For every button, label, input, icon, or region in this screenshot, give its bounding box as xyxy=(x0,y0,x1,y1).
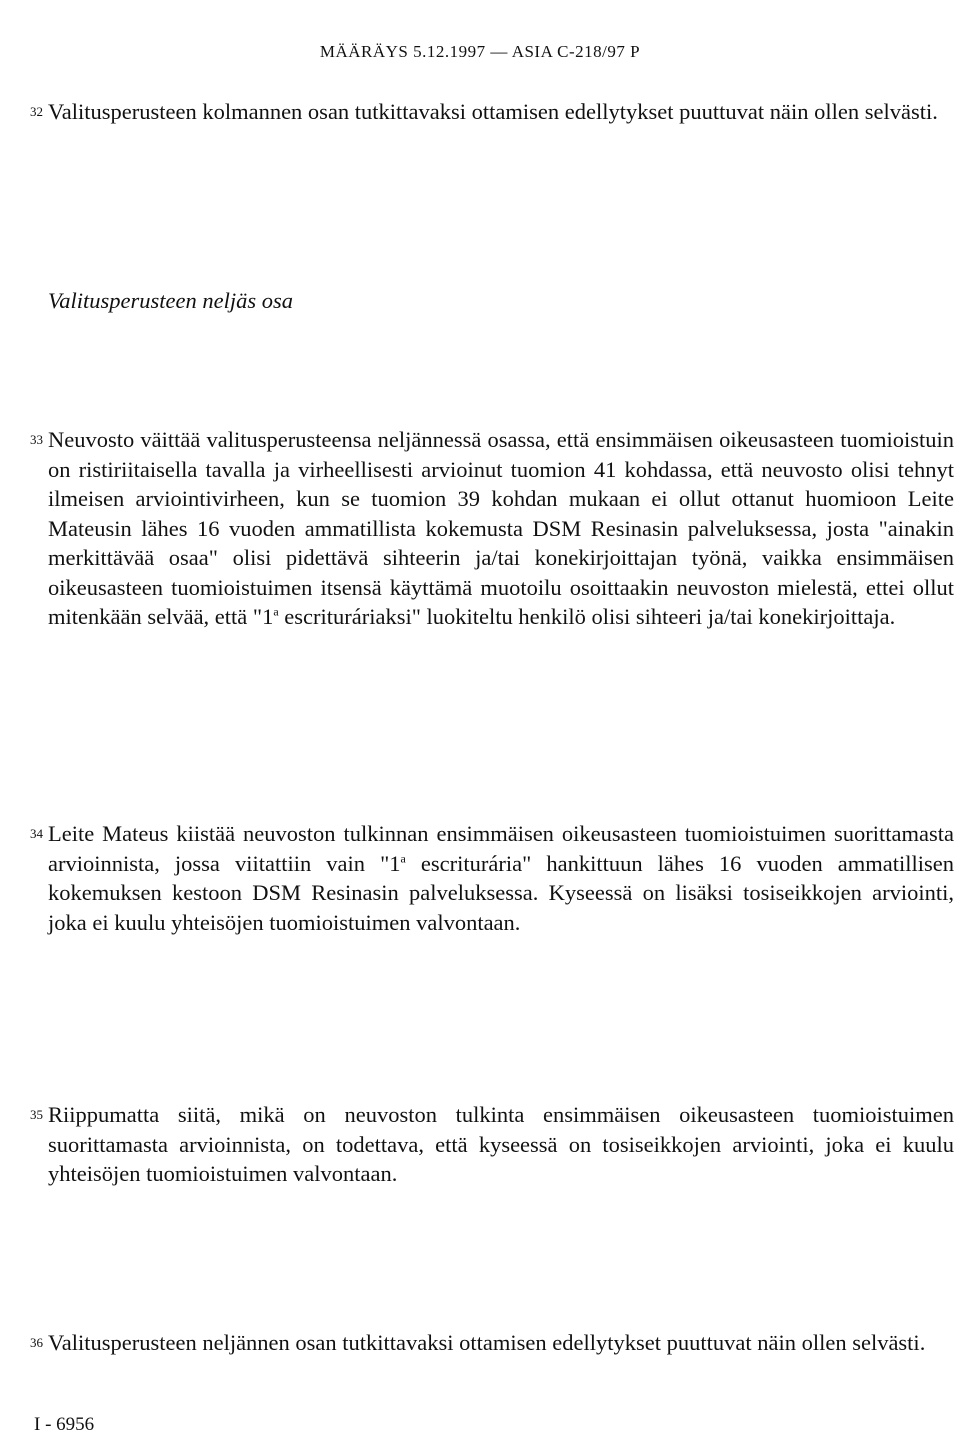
superscript: a xyxy=(400,851,406,865)
paragraph-33 xyxy=(48,425,954,632)
paragraph-number: 36 xyxy=(30,1335,43,1350)
paragraph-32: Valitusperusteen kolmannen osan tutkittavaksi ottamisen edellytykset puuttuvat näin ollen selvästi. xyxy=(48,99,938,124)
paragraph-number: 32 xyxy=(30,104,43,119)
page-number: I - 6956 xyxy=(34,1414,95,1435)
paragraph-text: escriturária" hankittuun lähes 16 vuoden ammatillisen kokemuksen kestoon DSM Resinasin palveluksessa. Kyseessä on lisäksi tosiseikkojen arviointi, joka ei kuulu yhteisöjen tuomioistuimen valvontaan. xyxy=(48,850,954,935)
paragraph-number: 35 xyxy=(30,1107,43,1122)
paragraph-number: 34 xyxy=(30,826,43,841)
paragraph-35: Riippumatta siitä, mikä on neuvoston tulkinta ensimmäisen oikeusasteen tuomioistuimen suorittamasta arvioinnista, on todettava, että kyseessä on tosiseikkojen arviointi, joka ei kuulu yhteisöjen tuomioistuimen valvontaan. xyxy=(48,1102,954,1186)
paragraph-text: escrituráriaksi" luokiteltu henkilö olisi sihteeri ja/tai konekirjoittaja. xyxy=(278,604,896,629)
paragraph-34 xyxy=(48,819,954,937)
section-heading: Valitusperusteen neljäs osa xyxy=(48,288,293,313)
running-head: MÄÄRÄYS 5.12.1997 — ASIA C-218/97 P xyxy=(319,42,641,61)
paragraph-number: 33 xyxy=(30,432,43,447)
paragraph-text: Neuvosto väittää valitusperusteensa neljännessä osassa, että ensimmäisen oikeusasteen tuomioistuin on ristiriitaisella tavalla ja virheellisesti arvioinut tuomion 41 kohdassa, että neuvosto olisi tehnyt ilmeisen arviointivirheen, kun se tuomion 39 kohdan mukaan ei ollut ottanut huomioon Leite Mateusin lähes 16 vuoden ammatillista kokemusta DSM Resinasin palveluksessa, josta "ainakin merkittävää osaa" olisi pidettävä sihteerin ja/tai konekirjoittajan työnä, vaikka ensimmäisen oikeusasteen tuomioistuimen itsensä käyttämä muotoilu osoittaakin neuvoston mielestä, ettei ollut mitenkään selvää, että "1 xyxy=(48,427,954,629)
paragraph-36: Valitusperusteen neljännen osan tutkittavaksi ottamisen edellytykset puuttuvat näin ollen selvästi. xyxy=(48,1330,926,1355)
superscript: a xyxy=(273,604,279,619)
paragraph-text: Leite Mateus kiistää neuvoston tulkinnan ensimmäisen oikeusasteen tuomioistuimen suorittamasta arvioinnista, jossa viitattiin vain "1 xyxy=(48,821,954,876)
